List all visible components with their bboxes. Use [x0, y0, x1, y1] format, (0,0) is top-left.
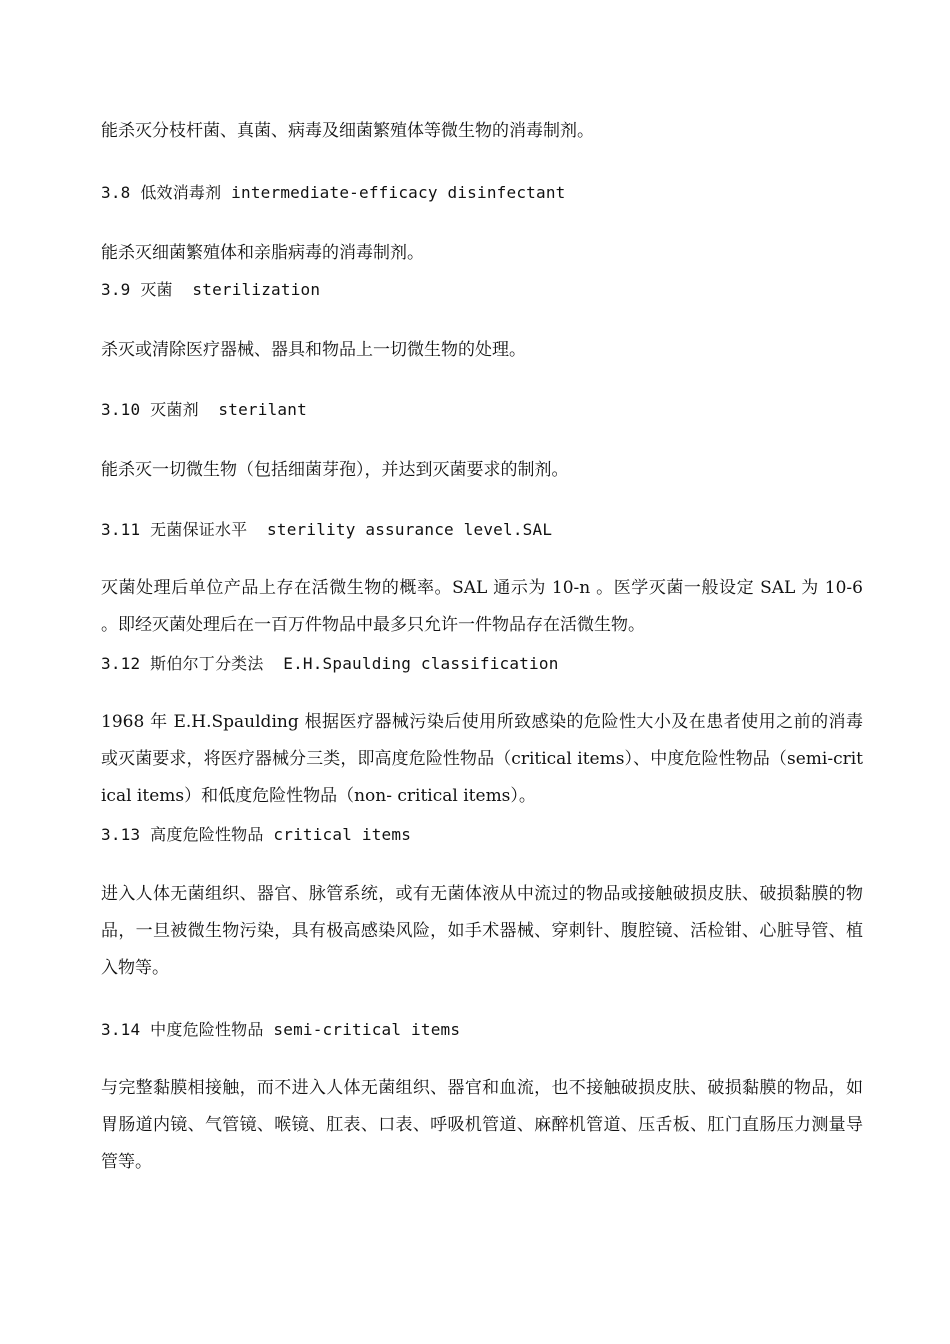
paragraph: 进入人体无菌组织、器官、脉管系统，或有无菌体液从中流过的物品或接触破损皮肤、破损黏膜的物品，一旦被微生物污染，具有极高感染风险，如手术器械、穿刺针、腹腔镜、活检钳、心脏导管、植入物等。	[101, 884, 863, 978]
section-heading: 3.11 无菌保证水平 sterility assurance level.SAL	[101, 520, 553, 539]
section-heading: 3.9 灭菌 sterilization	[101, 280, 321, 299]
paragraph: 能杀灭分枝杆菌、真菌、病毒及细菌繁殖体等微生物的消毒制剂。	[101, 121, 594, 141]
section-heading: 3.10 灭菌剂 sterilant	[101, 400, 307, 419]
paragraph: 与完整黏膜相接触，而不进入人体无菌组织、器官和血流，也不接触破损皮肤、破损黏膜的物品，如胃肠道内镜、气管镜、喉镜、肛表、口表、呼吸机管道、麻醉机管道、压舌板、肛门直肠压力测量导管等。	[101, 1078, 863, 1172]
section-heading: 3.14 中度危险性物品 semi-critical items	[101, 1020, 461, 1039]
paragraph: 灭菌处理后单位产品上存在活微生物的概率。SAL 通示为 10-n 。医学灭菌一般设定 SAL 为 10-6 。即经灭菌处理后在一百万件物品中最多只允许一件物品存在活微生物。	[101, 578, 863, 635]
paragraph: 1968 年 E.H.Spaulding 根据医疗器械污染后使用所致感染的危险性大小及在患者使用之前的消毒或灭菌要求，将医疗器械分三类，即高度危险性物品（critical items）、中度危险性物品（semi-critical items）和低度危险性物品（non- critical items）。	[101, 712, 863, 806]
paragraph: 能杀灭细菌繁殖体和亲脂病毒的消毒制剂。	[101, 243, 424, 263]
paragraph: 能杀灭一切微生物（包括细菌芽孢），并达到灭菌要求的制剂。	[101, 460, 569, 480]
section-heading: 3.12 斯伯尔丁分类法 E.H.Spaulding classification	[101, 654, 559, 673]
paragraph: 杀灭或清除医疗器械、器具和物品上一切微生物的处理。	[101, 340, 526, 360]
section-heading: 3.8 低效消毒剂 intermediate-efficacy disinfectant	[101, 183, 566, 202]
section-heading: 3.13 高度危险性物品 critical items	[101, 825, 412, 844]
